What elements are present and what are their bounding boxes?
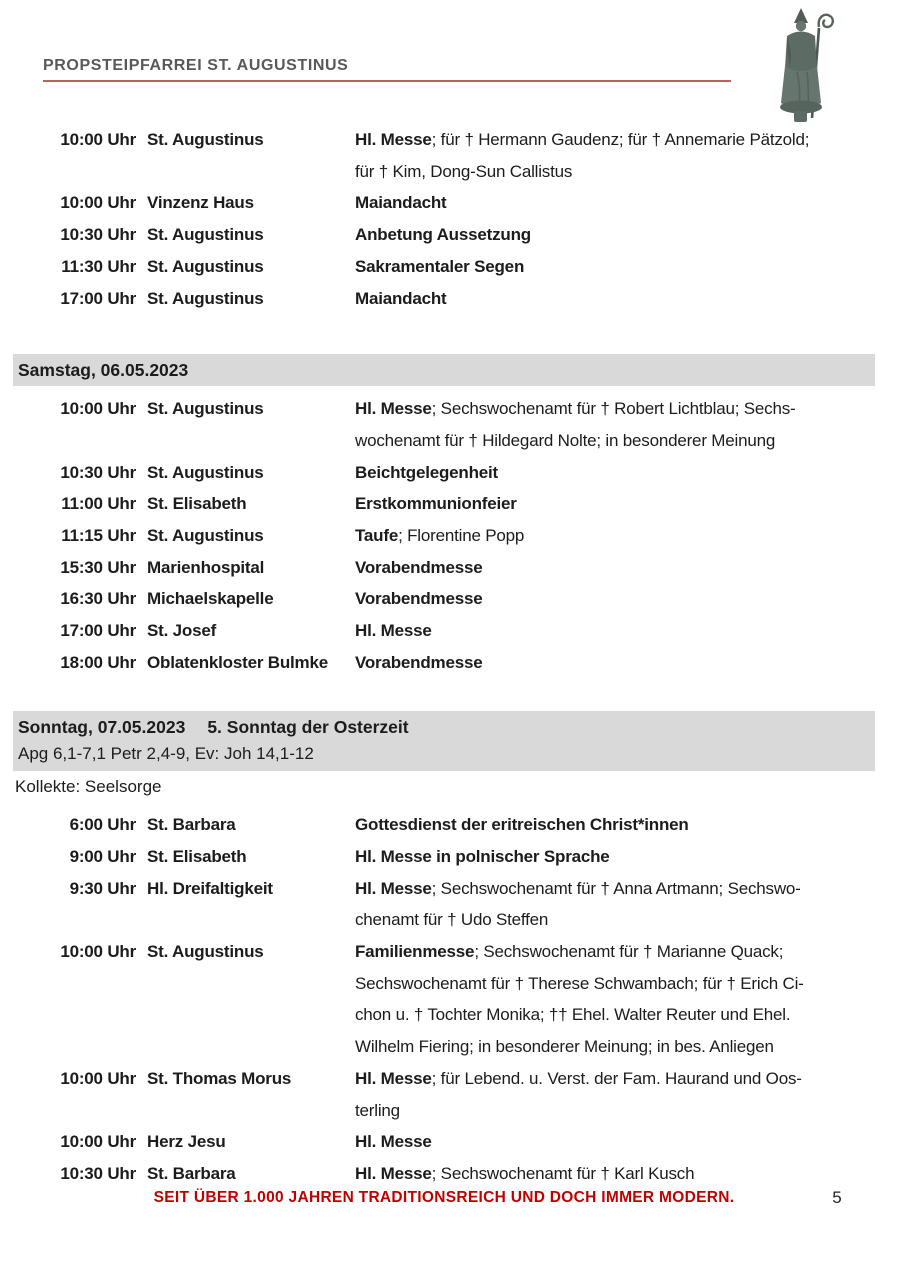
schedule-row: [0, 1063, 909, 1126]
event-description-line: [355, 124, 909, 156]
event-description: [355, 841, 909, 873]
footer-motto: SEIT ÜBER 1.000 JAHREN TRADITIONSREICH UND DOCH IMMER MODERN.: [153, 1189, 735, 1206]
event-description-line: [355, 488, 909, 520]
event-time: 9:00 Uhr: [69, 846, 136, 866]
event-time: 10:00 Uhr: [60, 193, 136, 213]
day-header-readings: Apg 6,1-7,1 Petr 2,4-9, Ev: Joh 14,1-12: [18, 743, 314, 763]
event-description: [355, 219, 909, 251]
event-description: [355, 936, 909, 1063]
event-time: 9:30 Uhr: [69, 878, 136, 898]
event-location: St. Augustinus: [147, 130, 264, 149]
event-description-line: [355, 251, 909, 283]
event-location: St. Augustinus: [147, 288, 264, 308]
event-time: 18:00 Uhr: [60, 652, 136, 672]
event-intentions: ; für Lebend. u. Verst. der Fam. Haurand und Oos-: [431, 1068, 802, 1088]
event-description-line: [355, 393, 909, 425]
event-location: Oblatenkloster Bulmke: [147, 652, 328, 672]
event-description-line: [355, 809, 909, 841]
day-header-bar: [13, 711, 875, 771]
page-number: 5: [832, 1188, 842, 1207]
event-location: St. Barbara: [147, 815, 236, 835]
mass-schedule: [0, 124, 909, 1190]
event-time: 10:00 Uhr: [60, 942, 136, 962]
schedule-row: [0, 809, 909, 841]
event-description: [355, 809, 909, 841]
event-description: [355, 873, 909, 936]
event-location: St. Augustinus: [147, 225, 264, 245]
event-type: Hl. Messe: [355, 878, 432, 898]
schedule-row: [0, 124, 909, 187]
event-location: St. Thomas Morus: [147, 1068, 292, 1088]
event-description-line: [355, 187, 909, 219]
event-description-line: [355, 457, 909, 489]
event-description-line: [355, 520, 909, 552]
event-description-line: Sechswochenamt für † Therese Schwambach; für † Erich Ci-: [355, 973, 804, 993]
event-description: [355, 615, 909, 647]
event-location: Hl. Dreifaltigkeit: [147, 878, 273, 898]
event-intentions: ; für † Hermann Gaudenz; für † Annemarie Pätzold;: [431, 130, 810, 149]
event-type: Taufe: [355, 526, 399, 546]
schedule-row: [0, 488, 909, 520]
event-description: [355, 520, 909, 552]
event-type: Hl. Messe in polnischer Sprache: [355, 846, 610, 866]
schedule-row: [0, 1126, 909, 1158]
event-type: Hl. Messe: [355, 130, 432, 149]
event-description-line: Wilhelm Fiering; in besonderer Meinung; in bes. Anliegen: [355, 1037, 774, 1057]
event-location: St. Barbara: [147, 1163, 236, 1183]
event-time: 15:30 Uhr: [60, 557, 136, 577]
schedule-row: [0, 936, 909, 1063]
event-description: [355, 124, 909, 187]
header-rule: [43, 80, 731, 82]
event-type: Hl. Messe: [355, 399, 432, 419]
event-intentions: ; Sechswochenamt für † Karl Kusch: [431, 1163, 695, 1183]
event-time: 10:00 Uhr: [60, 399, 136, 419]
event-description-line: [355, 873, 909, 905]
event-description: [355, 583, 909, 615]
day-rows: [0, 809, 909, 1189]
event-location: Herz Jesu: [147, 1132, 226, 1152]
day-header-date: Samstag, 06.05.2023: [18, 360, 189, 381]
event-description-line: [355, 841, 909, 873]
schedule-row: [0, 552, 909, 584]
event-location: St. Augustinus: [147, 526, 264, 546]
event-time: 6:00 Uhr: [69, 815, 136, 835]
event-type: Beichtgelegenheit: [355, 462, 499, 482]
day-rows: [0, 393, 909, 678]
event-type: Familienmesse: [355, 942, 475, 962]
event-description-line: [355, 615, 909, 647]
event-intentions: ; Sechswochenamt für † Marianne Quack;: [474, 942, 784, 962]
event-time: 11:00 Uhr: [61, 494, 136, 514]
event-type: Vorabendmesse: [355, 652, 483, 672]
event-description: [355, 187, 909, 219]
event-description: [355, 457, 909, 489]
event-description: [355, 1063, 909, 1126]
day-rows: [0, 124, 909, 314]
event-description-line: wochenamt für † Hildegard Nolte; in besonderer Meinung: [355, 430, 776, 450]
kollekte-line: Kollekte: Seelsorge: [15, 776, 162, 796]
event-time: 10:00 Uhr: [60, 130, 136, 149]
event-time: 11:30 Uhr: [61, 256, 136, 276]
event-description-line: [355, 1126, 909, 1158]
schedule-row: [0, 219, 909, 251]
event-location: St. Elisabeth: [147, 494, 247, 514]
event-type: Hl. Messe: [355, 1163, 432, 1183]
event-type: Hl. Messe: [355, 621, 432, 641]
event-time: 10:30 Uhr: [60, 1163, 136, 1183]
event-location: Marienhospital: [147, 557, 265, 577]
schedule-row: [0, 283, 909, 315]
event-description: [355, 1158, 909, 1190]
page-header: [43, 56, 731, 82]
event-location: St. Augustinus: [147, 256, 264, 276]
schedule-row: [0, 583, 909, 615]
event-time: 10:00 Uhr: [60, 1068, 136, 1088]
event-time: 10:30 Uhr: [60, 462, 136, 482]
event-description: [355, 1126, 909, 1158]
schedule-row: [0, 520, 909, 552]
event-location: St. Elisabeth: [147, 846, 247, 866]
event-type: Vorabendmesse: [355, 557, 483, 577]
event-description-line: chon u. † Tochter Monika; †† Ehel. Walter Reuter und Ehel.: [355, 1005, 791, 1025]
schedule-row: [0, 1158, 909, 1190]
event-description: [355, 647, 909, 679]
event-description-line: [355, 219, 909, 251]
event-location: Michaelskapelle: [147, 589, 274, 609]
event-description-line: chenamt für † Udo Steffen: [355, 910, 549, 930]
event-type: Sakramentaler Segen: [355, 256, 525, 276]
event-description: [355, 393, 909, 456]
event-description-line: für † Kim, Dong-Sun Callistus: [355, 161, 573, 181]
event-description-line: [355, 647, 909, 679]
event-time: 10:30 Uhr: [60, 225, 136, 245]
day-header-subtitle: 5. Sonntag der Osterzeit: [207, 716, 409, 737]
event-description-line: [355, 1063, 909, 1095]
event-description: [355, 552, 909, 584]
event-time: 11:15 Uhr: [61, 526, 136, 546]
day-header-date: Sonntag, 07.05.2023: [18, 716, 186, 737]
schedule-row: [0, 647, 909, 679]
day-header-bar: [13, 354, 875, 386]
event-type: Hl. Messe: [355, 1132, 432, 1152]
event-description-line: terling: [355, 1100, 400, 1120]
event-location: St. Josef: [147, 621, 217, 641]
event-time: 17:00 Uhr: [60, 621, 136, 641]
schedule-row: [0, 187, 909, 219]
event-description-line: [355, 1158, 909, 1190]
event-type: Maiandacht: [355, 288, 447, 308]
event-location: St. Augustinus: [147, 462, 264, 482]
schedule-row: [0, 841, 909, 873]
event-type: Gottesdienst der eritreischen Christ*innen: [355, 815, 689, 835]
event-description-line: [355, 936, 909, 968]
event-location: St. Augustinus: [147, 399, 264, 419]
day-header-date-line: [18, 714, 875, 740]
parish-title: PROPSTEIPFARREI ST. AUGUSTINUS: [43, 57, 349, 74]
event-description-line: [355, 283, 909, 315]
event-time: 17:00 Uhr: [60, 288, 136, 308]
event-intentions: ; Sechswochenamt für † Anna Artmann; Sechswo-: [431, 878, 801, 898]
event-type: Vorabendmesse: [355, 589, 483, 609]
schedule-row: [0, 457, 909, 489]
event-description: [355, 283, 909, 315]
schedule-row: [0, 251, 909, 283]
event-intentions: ; Florentine Popp: [398, 526, 525, 546]
schedule-row: [0, 873, 909, 936]
schedule-row: [0, 393, 909, 456]
event-time: 10:00 Uhr: [60, 1132, 136, 1152]
event-description: [355, 251, 909, 283]
event-type: Anbetung Aussetzung: [355, 225, 531, 245]
event-description-line: [355, 583, 909, 615]
event-description: [355, 488, 909, 520]
schedule-row: [0, 615, 909, 647]
event-type: Hl. Messe: [355, 1068, 432, 1088]
event-type: Erstkommunionfeier: [355, 494, 517, 514]
day-header-date-line: [18, 357, 875, 383]
event-intentions: ; Sechswochenamt für † Robert Lichtblau; Sechs-: [431, 399, 796, 419]
st-augustinus-statue-icon: [757, 6, 845, 124]
event-location: Vinzenz Haus: [147, 193, 254, 213]
event-type: Maiandacht: [355, 193, 447, 213]
event-description-line: [355, 552, 909, 584]
event-time: 16:30 Uhr: [60, 589, 136, 609]
event-location: St. Augustinus: [147, 942, 264, 962]
